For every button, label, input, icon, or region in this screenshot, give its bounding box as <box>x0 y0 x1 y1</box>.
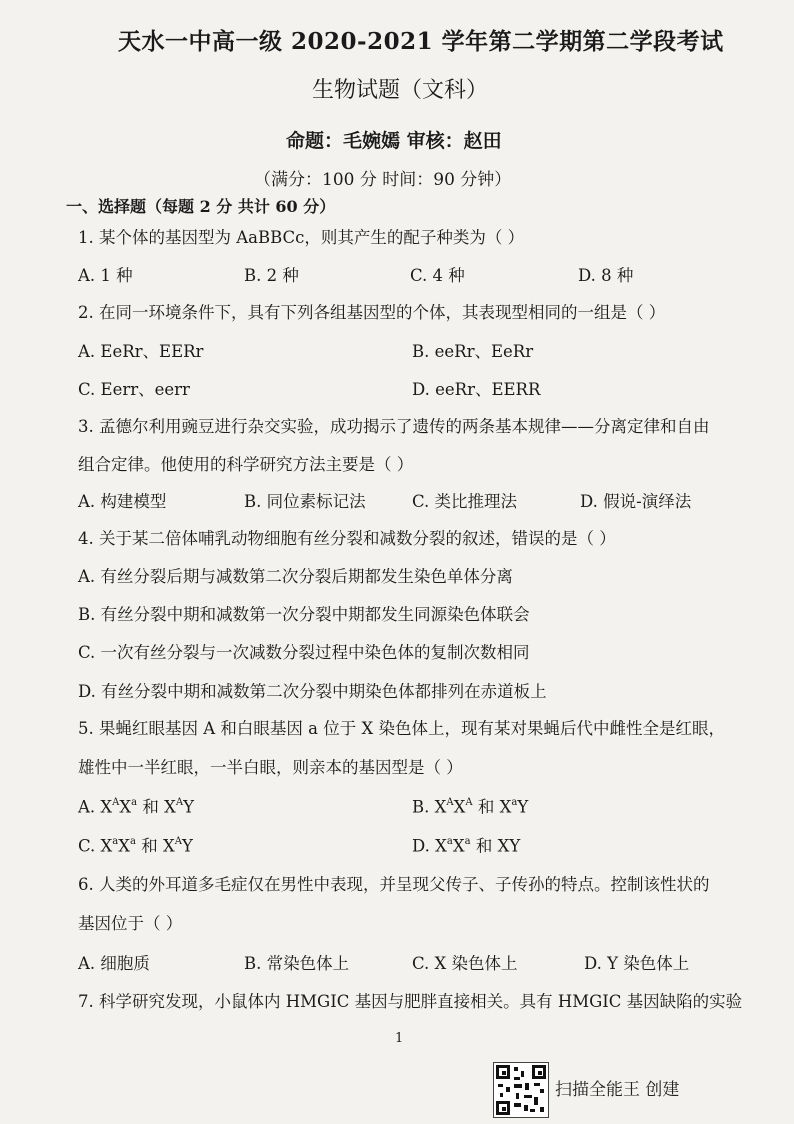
q5-d-x1: X <box>435 836 447 856</box>
q3-stem-line2: 组合定律。他使用的科学研究方法主要是（ ） <box>78 455 414 474</box>
q5-b-prefix: B. <box>412 797 435 817</box>
q2-option-d: D. eeRr、EERR <box>412 380 541 399</box>
q4-stem: 4. 关于某二倍体哺乳动物细胞有丝分裂和减数分裂的叙述，错误的是（ ） <box>78 529 616 548</box>
q5-c-x2: X <box>118 836 130 856</box>
q5-b-end: Y <box>517 797 529 817</box>
q5-b-s3: a <box>511 797 518 808</box>
q5-option-b <box>412 799 528 816</box>
q6-stem-line2: 基因位于（ ） <box>78 914 183 933</box>
q5-a-x1: X <box>100 797 113 817</box>
q5-b-s2: A <box>465 797 473 808</box>
q5-c-x1: X <box>100 836 113 856</box>
q5-a-prefix: A. <box>78 797 101 817</box>
q4-option-c: C. 一次有丝分裂与一次减数分裂过程中染色体的复制次数相同 <box>78 643 530 662</box>
q3-option-b: B. 同位素标记法 <box>244 492 366 511</box>
q5-a-x3: X <box>164 797 176 817</box>
q2-option-a: A. EeRr、EERr <box>78 342 204 361</box>
q1-option-c: C. 4 种 <box>410 266 465 285</box>
q5-b-x1: X <box>434 797 447 817</box>
q3-option-d: D. 假说-演绎法 <box>580 492 692 511</box>
q5-d-s2: a <box>464 836 471 847</box>
section-heading: 一、选择题（每题 2 分 共计 60 分） <box>66 197 336 216</box>
q5-stem-line1: 5. 果蝇红眼基因 A 和白眼基因 a 位于 X 染色体上，现有某对果蝇后代中雌性全是红眼， <box>78 719 725 738</box>
q5-stem-line2: 雄性中一半红眼，一半白眼，则亲本的基因型是（ ） <box>78 758 463 777</box>
q6-option-c: C. X 染色体上 <box>412 954 518 973</box>
exam-subtitle: 生物试题（文科） <box>312 78 489 103</box>
exam-title: 天水一中高一级 2020-2021 学年第二学期第二学段考试 <box>118 28 724 55</box>
q5-option-d <box>412 838 520 855</box>
q5-a-x2: X <box>119 797 132 817</box>
q5-a-s1: A <box>112 797 120 808</box>
q1-option-a: A. 1 种 <box>78 266 133 285</box>
q5-c-s2: a <box>130 836 136 847</box>
q5-option-a <box>78 799 194 816</box>
q5-option-c <box>78 838 193 855</box>
q6-stem-line1: 6. 人类的外耳道多毛症仅在男性中表现，并呈现父传子、子传孙的特点。控制该性状的 <box>78 875 710 894</box>
q7-stem-line1: 7. 科学研究发现，小鼠体内 HMGIC 基因与肥胖直接相关。具有 HMGIC 基因缺陷的实验 <box>78 992 743 1011</box>
q2-stem: 2. 在同一环境条件下，具有下列各组基因型的个体，其表现型相同的一组是（ ） <box>78 303 666 322</box>
q1-stem: 1. 某个体的基因型为 AaBBCc，则其产生的配子种类为（ ） <box>78 228 525 247</box>
q5-c-prefix: C. <box>78 836 101 856</box>
q3-option-a: A. 构建模型 <box>78 492 167 511</box>
q5-c-end: Y <box>181 836 193 856</box>
q4-option-a: A. 有丝分裂后期与减数第二次分裂后期都发生染色单体分离 <box>78 567 513 586</box>
q5-c-s1: a <box>112 836 119 847</box>
q3-stem-line1: 3. 孟德尔利用豌豆进行杂交实验，成功揭示了遗传的两条基本规律——分离定律和自由 <box>78 417 710 436</box>
qr-code-icon <box>493 1062 549 1118</box>
q1-option-d: D. 8 种 <box>578 266 634 285</box>
q5-b-x2: X <box>453 797 466 817</box>
q5-a-end: Y <box>183 797 194 817</box>
q4-option-d: D. 有丝分裂中期和减数第二次分裂中期染色体都排列在赤道板上 <box>78 682 547 701</box>
q5-d-prefix: D. <box>412 836 436 856</box>
q5-b-x3: X <box>499 797 512 817</box>
q2-option-c: C. Eerr、eerr <box>78 380 190 399</box>
q5-d-s1: a <box>446 836 453 847</box>
q5-c-s3: A <box>174 836 182 847</box>
q2-option-b: B. eeRr、EeRr <box>412 342 534 361</box>
q3-option-c: C. 类比推理法 <box>412 492 518 511</box>
q6-option-a: A. 细胞质 <box>78 954 150 973</box>
q5-a-s2: a <box>131 797 138 808</box>
q5-d-x2: X <box>452 836 465 856</box>
q5-c-mid: 和 <box>135 836 163 856</box>
q1-option-b: B. 2 种 <box>244 266 299 285</box>
exam-credit: 命题：毛婉嫣 审核：赵田 <box>286 130 502 152</box>
score-time: （满分：100 分 时间：90 分钟） <box>254 170 512 190</box>
q5-a-s3: A <box>175 797 184 808</box>
scanner-watermark: 扫描全能王 创建 <box>555 1080 680 1100</box>
q4-option-b: B. 有丝分裂中期和减数第一次分裂中期都发生同源染色体联会 <box>78 605 530 624</box>
q5-b-s1: A <box>446 797 454 808</box>
q6-option-d: D. Y 染色体上 <box>584 954 690 973</box>
q5-d-mid: 和 XY <box>470 836 521 856</box>
q5-a-mid: 和 <box>137 797 165 817</box>
q5-b-mid: 和 <box>472 797 500 817</box>
q6-option-b: B. 常染色体上 <box>244 954 350 973</box>
q5-c-x3: X <box>162 836 175 856</box>
page-number: 1 <box>395 1031 404 1046</box>
